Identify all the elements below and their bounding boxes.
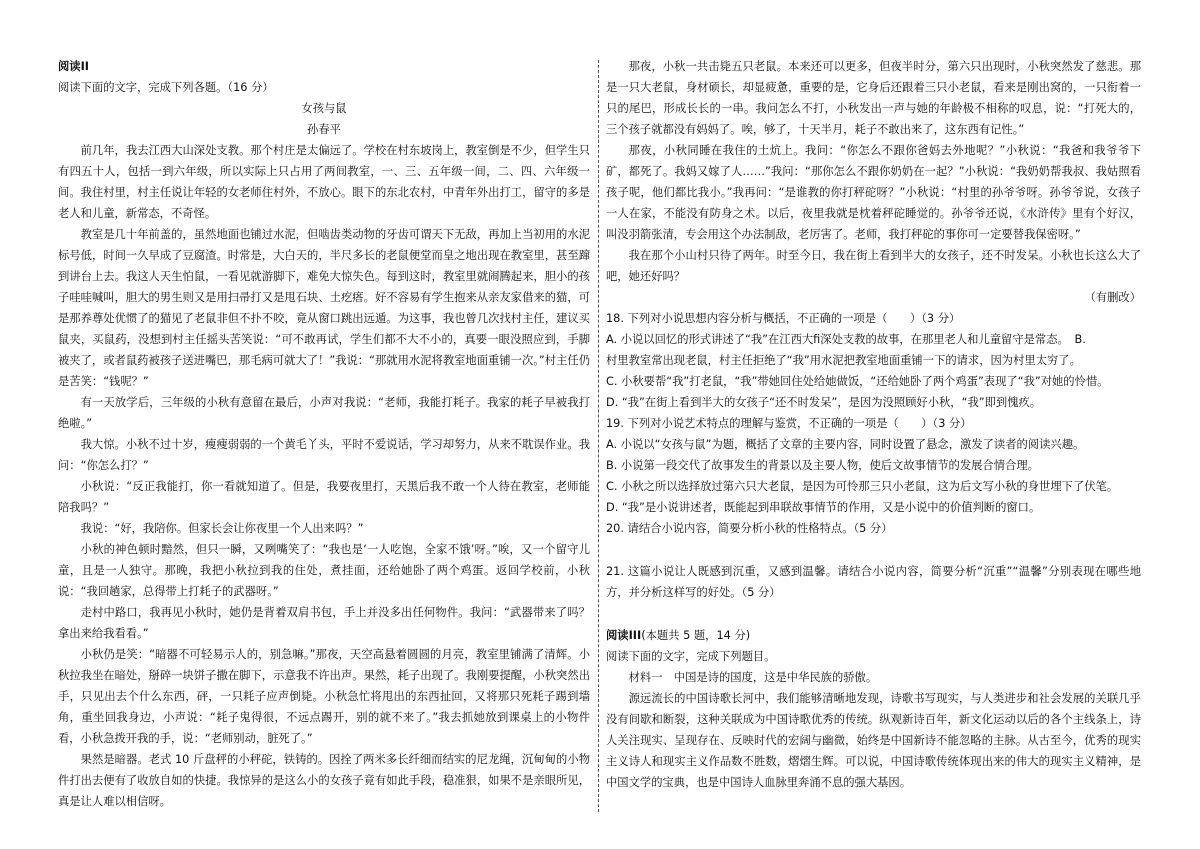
- paragraph: 那夜，小秋同睡在我住的土炕上。我问：“你怎么不跟你爸妈去外地呢？”小秋说：“我爸和我爷爷下矿，都死了。我妈又嫁了人……”我问：“那你怎么不跟你奶奶在一起？”小秋说：“我奶奶帮我叔、我姑照看孩子呢，他们都比我小。”我再问：“是谁教的你打秤砣呀？”小秋说：“村里的孙爷爷呀。孙爷爷说，女孩子一人在家，不能没有防身之术。以后，夜里我就是枕着秤砣睡觉的。孙爷爷还说，《水浒传》里有个好汉，叫没羽箭张清，专会用这个办法制敌，老厉害了。老师，我打秤砣的事你可一定要替我保密呀。”: [606, 144, 1141, 241]
- paragraph: 果然是暗器。老式 10 斤盘秤的小秤砣，铁铸的。因拴了两米多长纤细而结实的尼龙绳，沉甸甸的小物件打出去便有了收放自如的快捷。我惊异的是这么小的女孩子竟有如此手段，稳准狠，如果不是亲眼所见，真是让人难以相信呀。: [58, 753, 590, 808]
- question-21: 21. 这篇小说让人既感到沉重，又感到温馨。请结合小说内容，简要分析“沉重”“温馨”分别表现在哪些地方，并分析这样写的好处。（5 分）: [606, 565, 1141, 599]
- paragraph: 我在那个小山村只待了两年。时至今日，我在街上看到半大的女孩子，还不时发呆。小秋也长这么大了吧，她还好吗？: [606, 249, 1141, 283]
- paragraph: 小秋说：“反正我能打，你一看就知道了。但是，我要夜里打，天黑后我不敢一个人待在教室，老师能陪我吗？”: [58, 480, 590, 514]
- material-paragraph: 源远流长的中国诗歌长河中，我们能够清晰地发现，诗歌书写现实，与人类进步和社会发展的关联几乎没有间歇和断裂，这种关联成为中国诗歌优秀的传统。纵观新诗百年，新文化运动以后的各个主线条上，诗人关注现实、呈现存在、反映时代的宏阔与幽微，始终是中国新诗不能忽略的主脉。从古至今，优秀的现实主义诗人和现实主义作品数不胜数，熠熠生辉。可以说，中国诗歌传统体现出来的伟大的现实主义精神，是中国文学的宝典，也是中国诗人血脉里奔涌不息的强大基因。: [606, 692, 1141, 789]
- question-20: 20. 请结合小说内容，简要分析小秋的性格特点。（5 分）: [606, 522, 893, 535]
- paragraph: 小秋仍是笑：“暗器不可轻易示人的，别急嘛。”那夜，天空高悬着圆圆的月亮，教室里铺满了清辉。小秋拉我坐在暗处，掰碎一块饼子撒在脚下，示意我不许出声。果然，耗子出现了。我刚要提醒，小秋突然出手，只见出去个什么东西，砰，一只耗子应声倒毙。小秋急忙将甩出的东西扯回，又将那只死耗子踢到墙角，重坐回我身边，小声说：“耗子鬼得很，不远点踢开，别的就不来了。”我去抓她放到课桌上的小物件看，小秋急拨开我的手，说：“老师别动，脏死了。”: [58, 648, 590, 745]
- paragraph: 教室是几十年前盖的，虽然地面也铺过水泥，但啮齿类动物的牙齿可谓天下无敌，再加上当初用的水泥标号低，时间一久早成了豆腐渣。时常是，大白天的，半尺多长的老鼠便堂而皇之地出现在教室里，甚至蹿到讲台上去。我这人天生怕鼠，一看见就游脚下，难免大惊失色。每到这时，教室里就闹腾起来，胆小的孩子哇哇喊叫，胆大的男生则又是用扫帚打又是甩石块、土疙瘩。好不容易有学生抱来从亲友家借来的猫，可是那养尊处优惯了的猫见了老鼠非但不扑不咬，竟从窗口跳出远遁。为这事，我也曾几次找村主任，建议买鼠夹，买鼠药，没想到村主任摇头苦笑说：“可不敢再试，学生们都不大不小的，真要一眼没照应到，手脚被夹了，或者鼠药被孩子送进嘴巴，那毛病可就大了！”我说：“那就用水泥将教室地面重铺一次。”村主任仍是苦笑：“钱呢？”: [58, 228, 590, 388]
- section-3-header: [606, 625, 1141, 646]
- answer-space: [606, 539, 1141, 561]
- section-3-title: 阅读III: [606, 629, 642, 642]
- story-title: 女孩与鼠: [301, 102, 347, 115]
- option: B. 小说第一段交代了故事发生的背景以及主要人物，使后文故事情节的发展合情合理。: [606, 459, 1039, 472]
- material-label: 材料一: [628, 671, 663, 684]
- section-3-suffix: (本题共 5 题，14 分): [641, 629, 751, 642]
- material-heading-line: [606, 667, 1141, 688]
- right-column: [606, 56, 1141, 793]
- option: 村里教室常出现老鼠，村主任拒绝了“我”用水泥把教室地面重铺一下的请求，因为村里太穷了。: [606, 354, 1081, 367]
- option: A. 小说以回忆的形式讲述了“我”在江西大fi深处支教的故事，在那里老人和儿童留守是常态。 B.: [606, 333, 1086, 346]
- option: D. “我”是小说讲述者，既能起到串联故事情节的作用，又是小说中的价值判断的窗口。: [606, 501, 1041, 514]
- option: D. “我”在街上看到半大的女孩子“还不时发呆”，是因为没照顾好小秋，“我”即到愧疚。: [606, 396, 1042, 409]
- paragraph: 走村中路口，我再见小秋时，她仍是背着双肩书包，手上并没多出任何物件。我问：“武器带来了吗？拿出来给我看看。”: [58, 606, 590, 640]
- paragraph: 我说：“好，我陪你。但家长会让你夜里一个人出来吗？”: [80, 522, 364, 535]
- material-heading: 中国是诗的国度，这是中华民族的骄傲。: [662, 671, 878, 684]
- paragraph: 那夜，小秋一共击毙五只老鼠。本来还可以更多，但夜半时分，第六只出现时，小秋突然发了慈悲。那是一只大老鼠，身材硕长，却显疲惫，重要的是，它身后还跟着三只小老鼠，看来是刚出窝的，一只衔着一只的尾巴，形成长长的一串。我问怎么不打，小秋发出一声与她的年龄极不相称的叹息，说：“打死大的，三个孩子就都没有妈妈了。唉，够了，十天半月，耗子不敢出来了，这东西有记性。”: [606, 60, 1141, 136]
- question-18: 18. 下列对小说思想内容分析与概括，不正确的一项是（ ）（3 分）: [606, 312, 961, 325]
- option: A. 小说以“女孩与鼠”为题，概括了文章的主要内容，同时设置了悬念，激发了读者的阅读兴趣。: [606, 438, 1085, 451]
- source-note: （有删改）: [1084, 291, 1141, 304]
- section-3-instruction: 阅读下面的文字，完成下列题目。: [606, 650, 776, 663]
- paragraph: 有一天放学后，三年级的小秋有意留在最后，小声对我说：“老师，我能打耗子。我家的耗子早被我打绝啦。”: [58, 396, 590, 430]
- answer-space: [606, 603, 1141, 625]
- instruction: 阅读下面的文字，完成下列各题。（16 分）: [58, 81, 274, 94]
- column-divider: [598, 60, 599, 812]
- option: C. 小秋之所以选择放过第六只大老鼠，是因为可怜那三只小老鼠，这为后文写小秋的身世埋下了伏笔。: [606, 480, 1119, 493]
- paragraph: 小秋的神色顿时黯然，但只一瞬，又咧嘴笑了：“我也是‘一人吃饱，全家不饿’呀。”唉，又一个留守儿童，且是一人独守。那晚，我把小秋拉到我的住处，煮挂面，还给她卧了两个鸡蛋。返回学校前，小秋说：“我回趟家，总得带上打耗子的武器呀。”: [58, 543, 590, 598]
- author: 孙春平: [307, 123, 341, 136]
- paragraph: 我大惊。小秋不过十岁，瘦瘦弱弱的一个黄毛丫头，平时不爱说话，学习却努力，从来不耽误作业。我问：“你怎么打？”: [58, 438, 590, 472]
- paragraph: 前几年，我去江西大山深处支教。那个村庄是太偏远了。学校在村东坡岗上，教室倒是不少，但学生只有四五十人，包括一到六年级，所以实际上只占用了两间教室，一、三、五年级一间，二、四、六年级一间。我住村里，村主任说让年轻的女老师住村外，不放心。眼下的东北农村，中青年外出打工，留守的多是老人和儿童，新常态，不奇怪。: [58, 144, 590, 220]
- section-title: 阅读II: [58, 60, 90, 73]
- question-19: 19. 下列对小说艺术特点的理解与鉴赏，不正确的一项是（ ）（3 分）: [606, 417, 972, 430]
- left-column: [58, 56, 590, 812]
- option: C. 小秋要帮“我”打老鼠，“我”带她回住处给她做饭，“还给她卧了两个鸡蛋”表现了“我”对她的怜惜。: [606, 375, 1109, 388]
